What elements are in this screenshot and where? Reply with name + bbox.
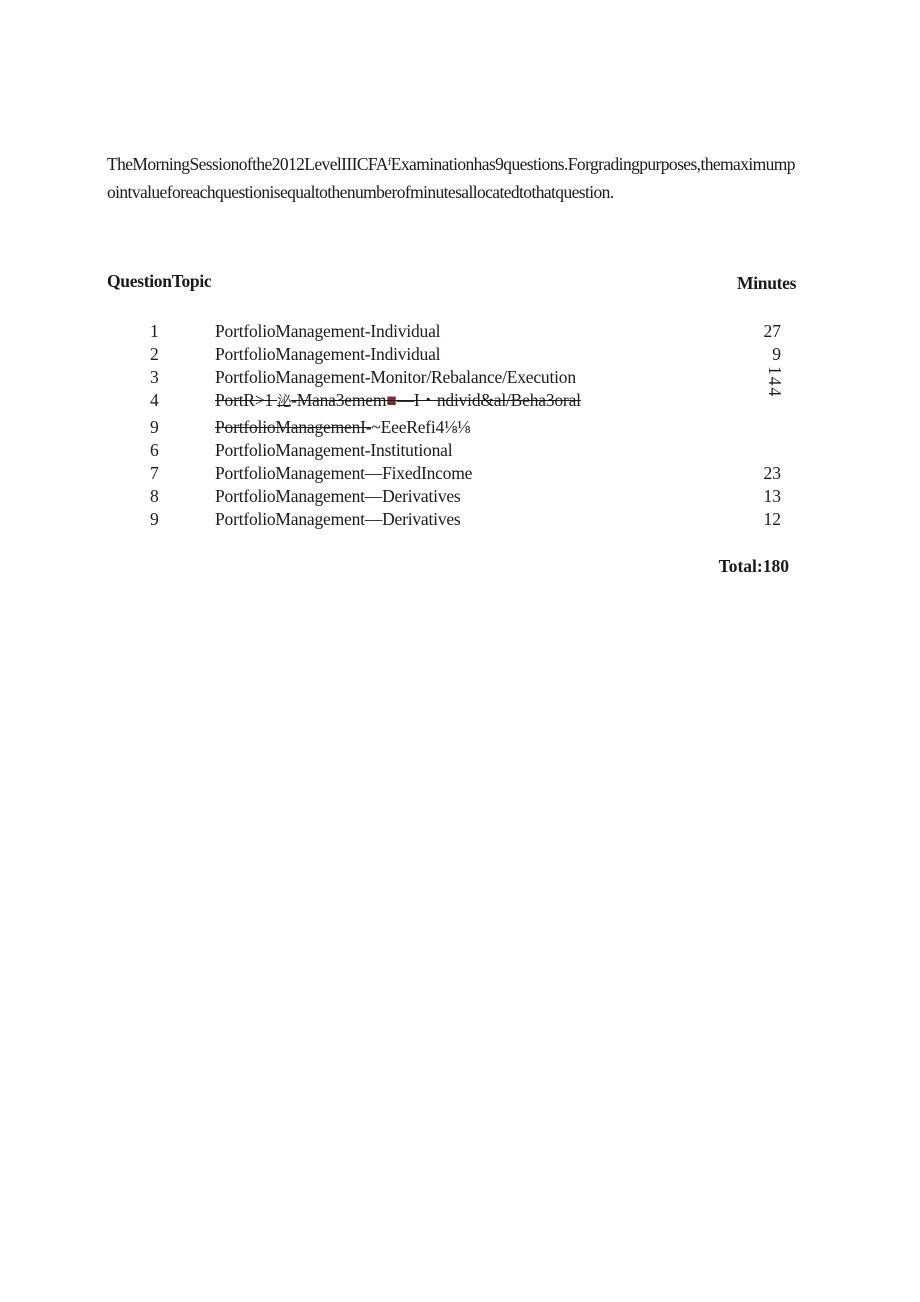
question-number: 9: [150, 417, 159, 437]
question-minutes: 27: [763, 321, 781, 341]
question-minutes: 13: [763, 486, 781, 506]
question-number: 2: [150, 344, 159, 364]
question-minutes: 12: [763, 509, 781, 529]
question-number: 9: [150, 509, 159, 529]
intro-paragraph: TheMorningSessionofthe2012LevelIIICFAᶠExaminationhas9questions.Forgradingpurposes,themaximumpointvalueforeachquestionisequaltothenumberofminutesallocatedtothatquestion.: [107, 154, 795, 202]
question-topic: PortfolioManagement—FixedIncome: [215, 463, 473, 483]
question-topic-garbled: PortR>1 泌-Mana3emem■—I・ndivid&al/Beha3oral: [215, 390, 581, 410]
question-topic-header: QuestionTopic: [107, 271, 212, 291]
question-minutes: 9: [772, 344, 781, 364]
question-topic: PortfolioManagement—Derivatives: [215, 486, 461, 506]
question-topic: PortfolioManagement-Individual: [215, 321, 441, 341]
question-number: 4: [150, 390, 159, 410]
question-topic: PortfolioManagement-Individual: [215, 344, 441, 364]
question-topic-garbled: PortfolioManagemenI-~EeeRefi4⅛⅛: [215, 417, 470, 437]
question-number: 7: [150, 463, 159, 483]
total-minutes: Total:180: [718, 556, 789, 576]
question-number: 8: [150, 486, 159, 506]
minutes-header: Minutes: [737, 273, 797, 293]
question-topic: PortfolioManagement—Derivatives: [215, 509, 461, 529]
question-topic: PortfolioManagement-Institutional: [215, 440, 453, 460]
question-topic: PortfolioManagement-Monitor/Rebalance/Execution: [215, 367, 576, 387]
question-number: 1: [150, 321, 159, 341]
question-minutes: 23: [763, 463, 781, 483]
question-number: 6: [150, 440, 159, 460]
question-number: 3: [150, 367, 159, 387]
rotated-minutes-values: 144: [765, 366, 785, 399]
